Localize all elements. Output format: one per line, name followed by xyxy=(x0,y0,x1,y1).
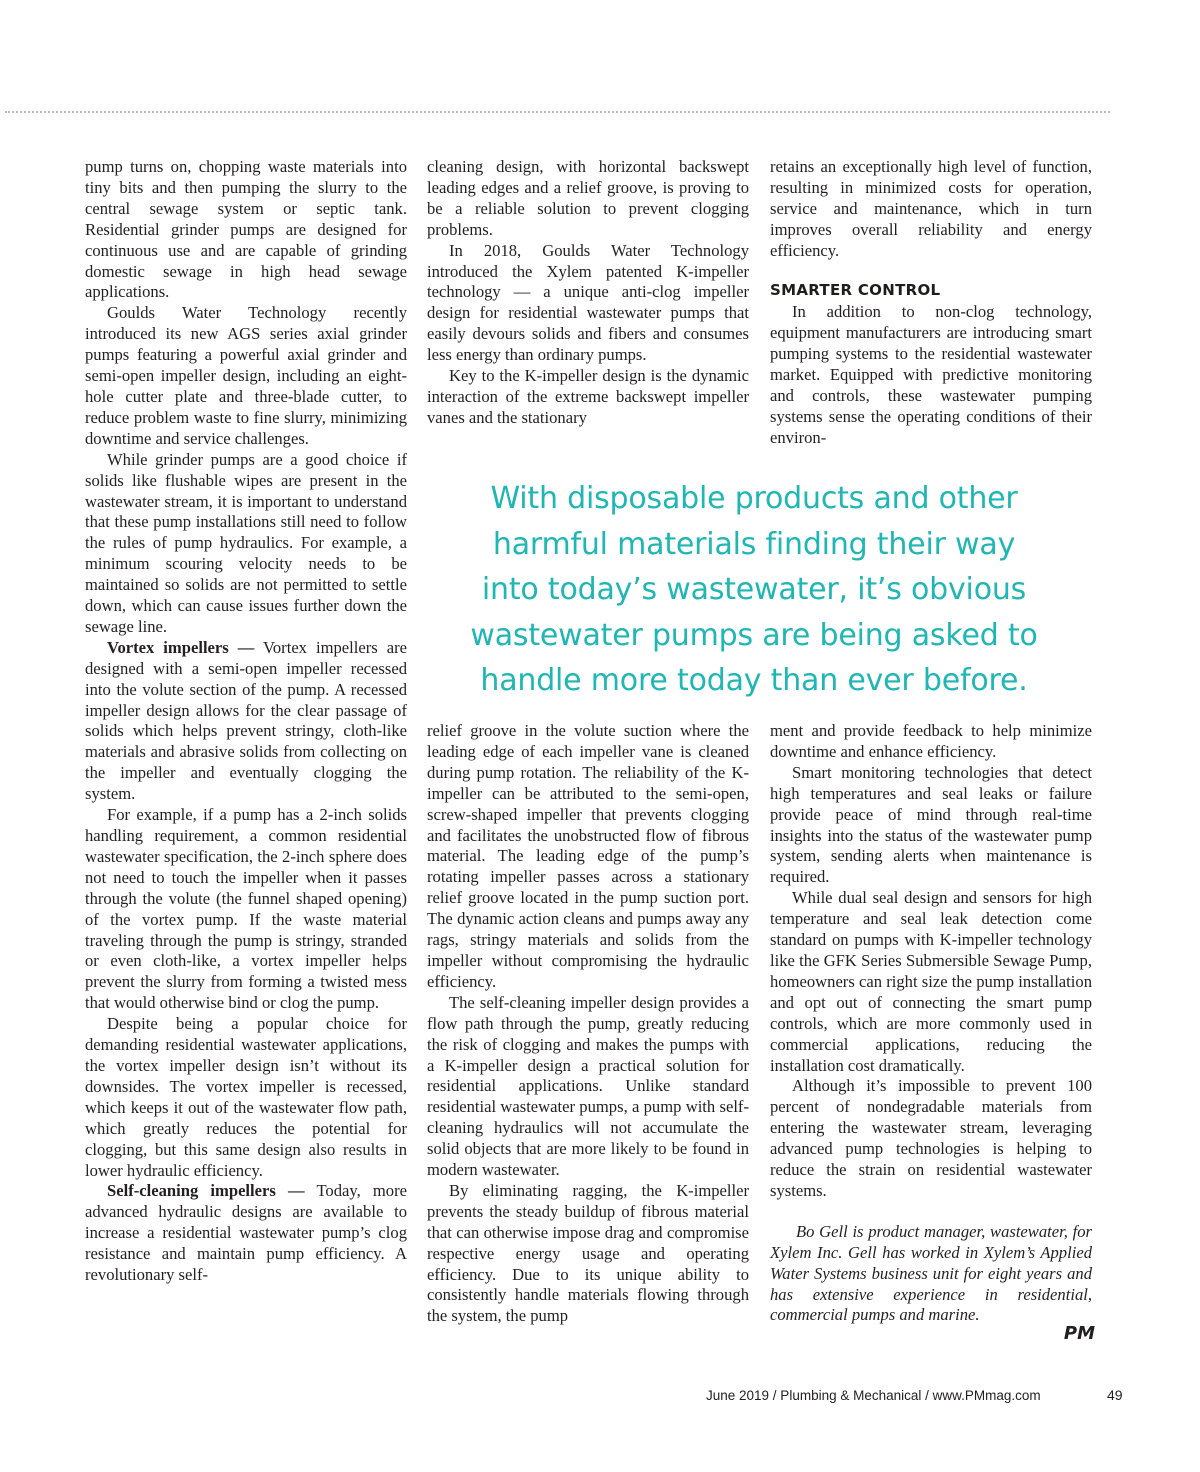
runin-heading: Self-cleaning impellers — xyxy=(107,1181,305,1201)
paragraph: ment and provide feedback to help minimize downtime and enhance efficiency. xyxy=(770,721,1092,761)
column-1 xyxy=(85,157,407,1286)
paragraph: cleaning design, with horizontal backswept leading edges and a relief groove, is proving to be a reliable solution to prevent clogging problems. xyxy=(427,157,749,239)
paragraph-self-cleaning-impellers xyxy=(85,1181,407,1286)
top-dotted-rule xyxy=(5,111,1110,113)
section-heading: SMARTER CONTROL xyxy=(770,280,941,299)
paragraph: By eliminating ragging, the K-impeller prevents the steady buildup of fibrous material that can otherwise impose drag and compromise respective energy usage and operating efficiency. Due to its unique ability to consistently handle materials flowing through the system, the pump xyxy=(427,1180,749,1326)
pull-quote xyxy=(418,476,1090,704)
paragraph-vortex-impellers xyxy=(85,638,407,805)
column-3-bottom xyxy=(770,721,1095,1345)
end-mark-logo: PM xyxy=(1063,1323,1095,1345)
paragraph-text: Today, more advanced hydraulic designs are available to increase a residential wastewater pump’s clog resistance and maintain pump efficiency. A revolutionary self- xyxy=(85,1181,407,1285)
paragraph: pump turns on, chopping waste materials into tiny bits and then pumping the slurry to the central sewage system or septic tank. Residential grinder pumps are designed for continuous use and are capable of grinding domestic sewage in high head sewage applications. xyxy=(85,157,407,302)
column-3-top xyxy=(770,157,1092,449)
paragraph: Although it’s impossible to prevent 100 percent of nondegradable materials from entering the wastewater stream, leveraging advanced pump technologies is helping to reduce the strain on residential wastewater systems. xyxy=(770,1076,1092,1200)
paragraph: Goulds Water Technology recently introduced its new AGS series axial grinder pumps featuring a powerful axial grinder and semi-open impeller design, including an eight-hole cutter plate and three-blade cutter, to reduce problem waste to fine slurry, minimizing downtime and service challenges. xyxy=(85,303,407,448)
column-2-bottom xyxy=(427,721,749,1327)
pull-quote-line: wastewater pumps are being asked to xyxy=(470,617,1038,653)
footer-issue-line: June 2019 / Plumbing & Mechanical / www.PMmag.com xyxy=(706,1388,1041,1403)
paragraph: Key to the K-impeller design is the dynamic interaction of the extreme backswept impeller vanes and the stationary xyxy=(427,366,749,427)
paragraph: In 2018, Goulds Water Technology introduced the Xylem patented K-impeller technology — a unique anti-clog impeller design for residential wastewater pumps that easily devours solids and fibers and consumes less energy than ordinary pumps. xyxy=(427,240,749,365)
paragraph: For example, if a pump has a 2-inch solids handling requirement, a common residential wastewater specification, the 2-inch sphere does not need to touch the impeller when it passes through the volute (the funnel shaped opening) of the vortex pump. If the waste material traveling through the pump is stringy, stranded or even cloth-like, a vortex impeller helps prevent the slurry from forming a twisted mess that would otherwise bind or clog the pump. xyxy=(85,805,407,1013)
pull-quote-line: With disposable products and other xyxy=(490,481,1018,516)
paragraph: The self-cleaning impeller design provides a flow path through the pump, greatly reducing the risk of clogging and makes the pumps with a K-impeller design a practical solution for residential applications. Unlike standard residential wastewater pumps, a pump with self-cleaning hydraulics will not accumulate the solid objects that are more likely to be found in modern wastewater. xyxy=(427,992,749,1180)
page-number: 49 xyxy=(1107,1387,1123,1403)
paragraph-text: Vortex impellers are designed with a semi-open impeller recessed into the volute section of the pump. A recessed impeller design allows for the clear passage of solids which helps prevent stringy, cloth-like materials and abrasive solids from collecting on the impeller and eventually clogging the system. xyxy=(85,637,407,804)
paragraph: Despite being a popular choice for demanding residential wastewater applications, the vortex impeller design isn’t without its downsides. The vortex impeller is recessed, which keeps it out of the wastewater flow path, which greatly reduces the potential for clogging, but this same design also results in lower hydraulic efficiency. xyxy=(85,1014,407,1180)
column-2-top xyxy=(427,157,749,429)
paragraph: In addition to non-clog technology, equipment manufacturers are introducing smart pumping systems to the residential wastewater market. Equipped with predictive monitoring and controls, these wastewater pumping systems sense the operating conditions of their environ- xyxy=(770,302,1092,447)
pull-quote-line: harmful materials finding their way xyxy=(492,526,1016,562)
paragraph: retains an exceptionally high level of function, resulting in minimized costs for operation, service and maintenance, which in turn improves overall reliability and energy efficiency. xyxy=(770,157,1092,260)
paragraph: Smart monitoring technologies that detect high temperatures and seal leaks or failure provide peace of mind through real-time insights into the status of the wastewater pump system, sending alerts when maintenance is required. xyxy=(770,762,1092,887)
author-bio: Bo Gell is product manager, wastewater, for Xylem Inc. Gell has worked in Xylem’s Applied Water Systems business unit for eight years and has extensive experience in residential, commercial pumps and marine. xyxy=(770,1221,1092,1325)
paragraph: relief groove in the volute suction where the leading edge of each impeller vane is cleaned during pump rotation. The reliability of the K-impeller can be attributed to the semi-open, screw-shaped impeller that prevents clogging and facilitates the unobstructed flow of fibrous material. The leading edge of the pump’s rotating impeller passes across a stationary relief groove located in the pump suction port. The dynamic action cleans and pumps away any rags, stringy materials and solids from the impeller without compromising the hydraulic efficiency. xyxy=(427,721,749,991)
pull-quote-line: into today’s wastewater, it’s obvious xyxy=(481,572,1027,607)
paragraph: While grinder pumps are a good choice if solids like flushable wipes are present in the wastewater stream, it is important to understand that these pump installations still need to follow the rules of pump hydraulics. For example, a minimum scouring velocity needs to be maintained so solids are not permitted to settle down, which can cause issues further down the sewage line. xyxy=(85,449,407,636)
pull-quote-line: handle more today than ever before. xyxy=(480,663,1028,698)
paragraph: While dual seal design and sensors for high temperature and seal leak detection come standard on pumps with K-impeller technology like the GFK Series Submersible Sewage Pump, homeowners can right size the pump installation and opt out of connecting the smart pump controls, which are more commonly used in commercial applications, reducing the installation cost dramatically. xyxy=(770,888,1092,1075)
runin-heading: Vortex impellers — xyxy=(107,637,255,657)
